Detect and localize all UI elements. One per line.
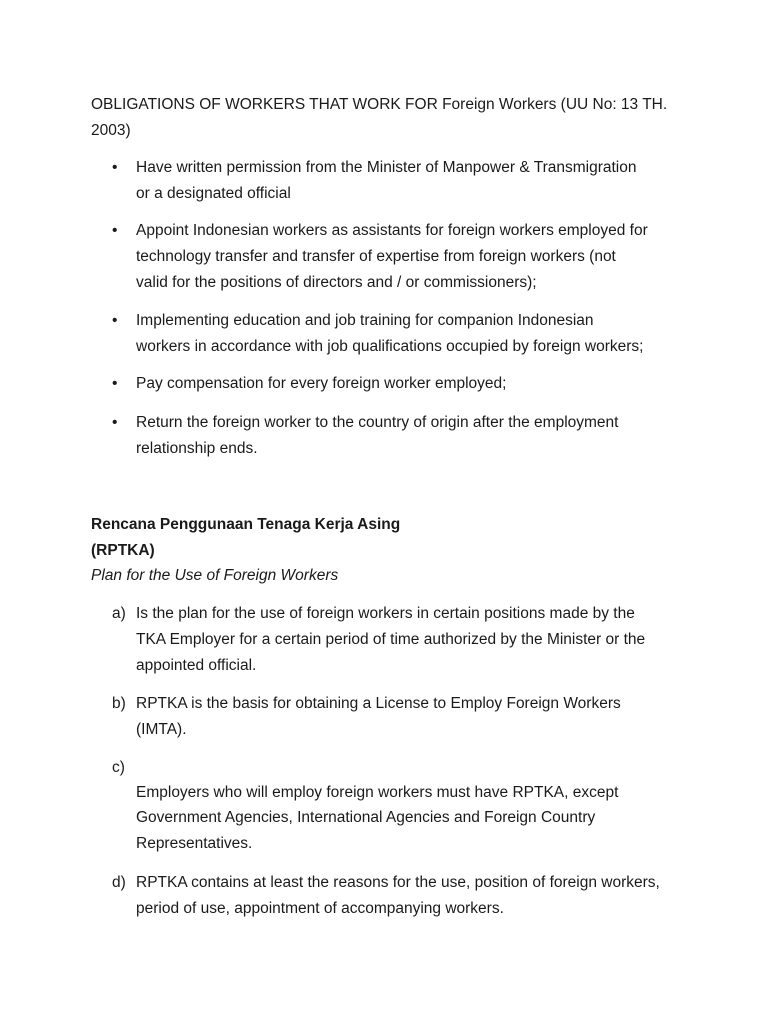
bullet-1-line-1: Have written permission from the Minister of Manpower & Transmigration [136, 159, 637, 176]
rptka-subtitle: Plan for the Use of Foreign Workers [91, 567, 339, 584]
bullet-marker: • [112, 159, 118, 176]
bullet-1-line-2: or a designated official [136, 185, 291, 202]
list-b-line-2: (IMTA). [136, 721, 187, 738]
list-b-line-1: RPTKA is the basis for obtaining a License to Employ Foreign Workers [136, 695, 621, 712]
bullet-5-line-1: Return the foreign worker to the country of origin after the employment [136, 414, 619, 431]
bullet-marker: • [112, 375, 118, 392]
bullet-2-line-1: Appoint Indonesian workers as assistants for foreign workers employed for [136, 222, 648, 239]
list-marker-b: b) [112, 695, 126, 712]
list-a-line-2: TKA Employer for a certain period of time authorized by the Minister or the [136, 631, 646, 648]
bullet-3-line-2: workers in accordance with job qualifications occupied by foreign workers; [136, 338, 644, 355]
list-marker-c: c) [112, 759, 125, 776]
list-c-line-1: Employers who will employ foreign workers must have RPTKA, except [136, 784, 619, 801]
bullet-4-line-1: Pay compensation for every foreign worker employed; [136, 375, 507, 392]
document-heading-line-2: 2003) [91, 122, 131, 139]
bullet-marker: • [112, 414, 118, 431]
rptka-title-line-1: Rencana Penggunaan Tenaga Kerja Asing [91, 516, 401, 533]
list-c-line-3: Representatives. [136, 835, 253, 852]
document-heading-line-1: OBLIGATIONS OF WORKERS THAT WORK FOR Foreign Workers (UU No: 13 TH. [91, 96, 668, 113]
list-c-line-2: Government Agencies, International Agencies and Foreign Country [136, 809, 596, 826]
rptka-title-line-2: (RPTKA) [91, 542, 155, 559]
list-a-line-3: appointed official. [136, 657, 257, 674]
bullet-marker: • [112, 312, 118, 329]
list-marker-d: d) [112, 874, 126, 891]
bullet-2-line-2: technology transfer and transfer of expertise from foreign workers (not [136, 248, 616, 265]
list-d-line-1: RPTKA contains at least the reasons for the use, position of foreign workers, [136, 874, 660, 891]
bullet-marker: • [112, 222, 118, 239]
list-d-line-2: period of use, appointment of accompanying workers. [136, 900, 504, 917]
bullet-2-line-3: valid for the positions of directors and / or commissioners); [136, 274, 537, 291]
list-a-line-1: Is the plan for the use of foreign workers in certain positions made by the [136, 605, 635, 622]
bullet-3-line-1: Implementing education and job training for companion Indonesian [136, 312, 594, 329]
list-marker-a: a) [112, 605, 126, 622]
bullet-5-line-2: relationship ends. [136, 440, 258, 457]
